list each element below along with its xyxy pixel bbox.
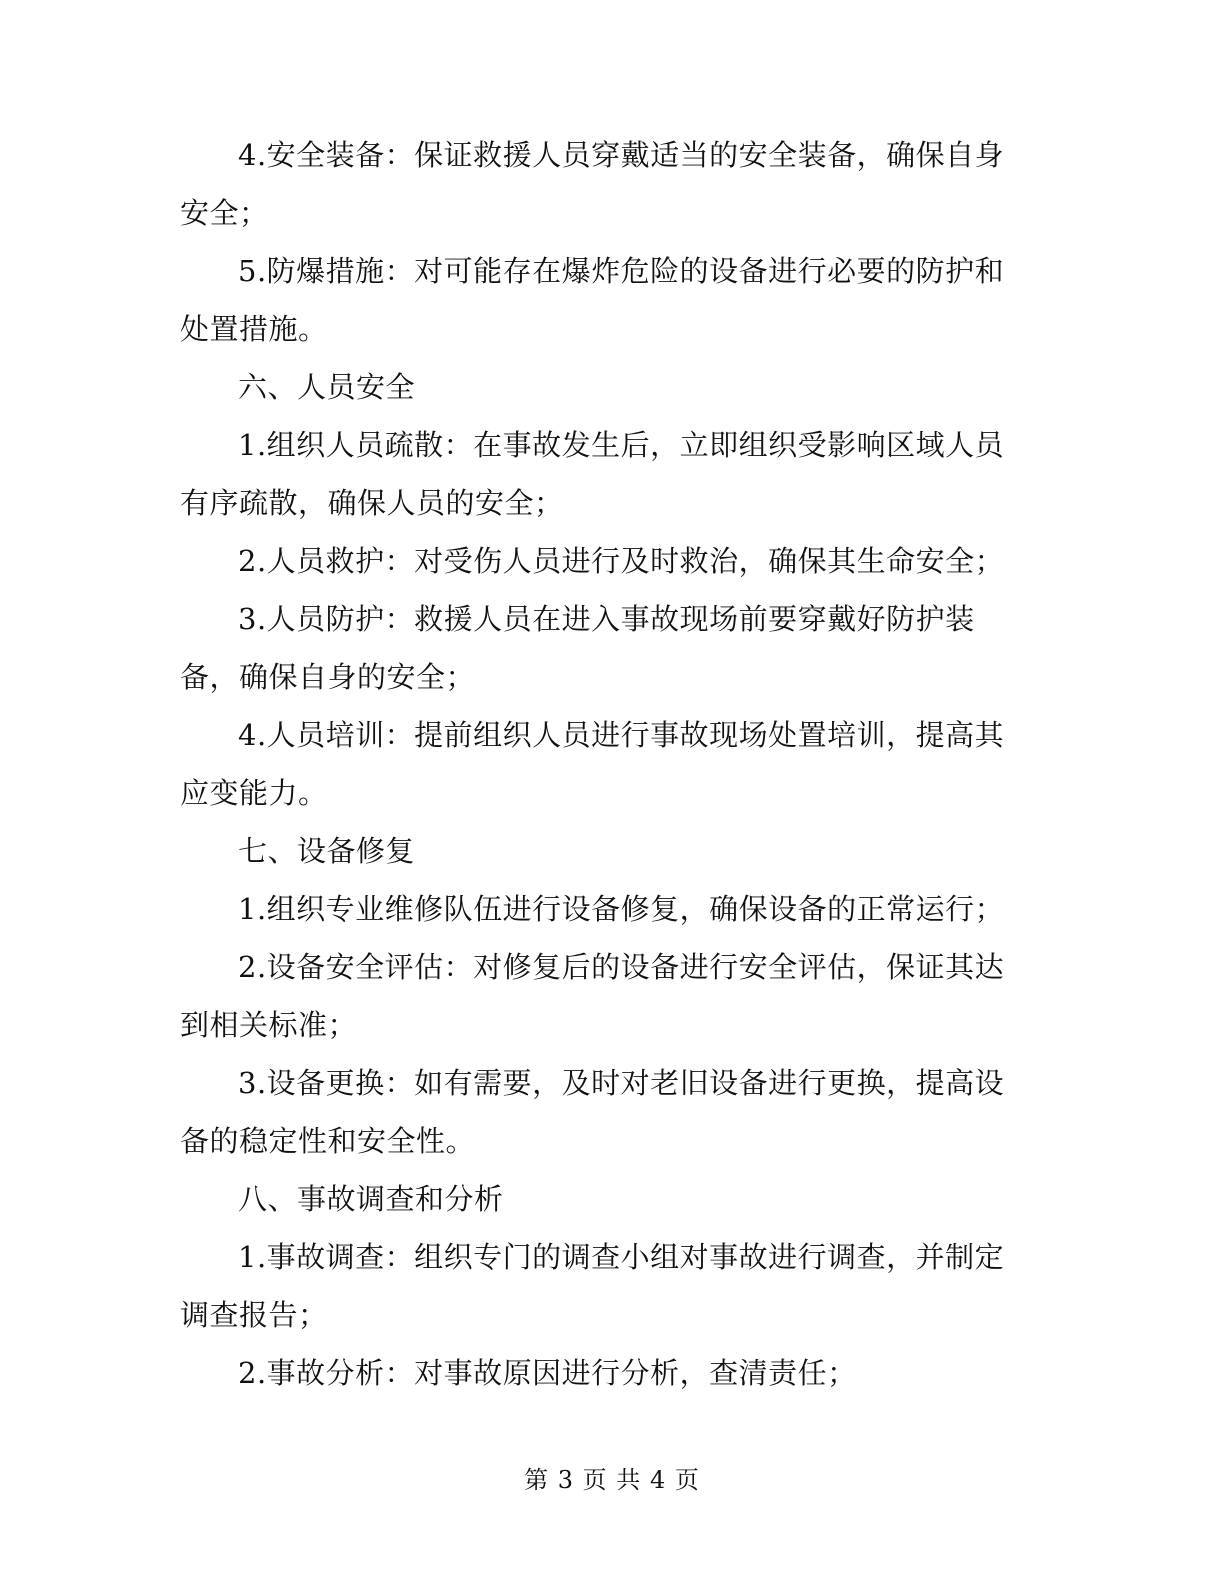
section-heading-personnel-safety: 六、人员安全	[238, 370, 416, 404]
paragraph-safety-assessment: 2.设备安全评估：对修复后的设备进行安全评估，保证其达到相关标准；	[180, 950, 1005, 1042]
section-heading-equipment-repair: 七、设备修复	[238, 834, 416, 868]
paragraph-rescue: 2.人员救护：对受伤人员进行及时救治，确保其生命安全；	[238, 544, 1005, 578]
page-number-footer: 第 3 页 共 4 页	[524, 1466, 700, 1494]
paragraph-equipment-replacement: 3.设备更换：如有需要，及时对老旧设备进行更换，提高设备的稳定性和安全性。	[180, 1066, 1005, 1158]
paragraph-investigation: 1.事故调查：组织专门的调查小组对事故进行调查，并制定调查报告；	[180, 1240, 1005, 1332]
paragraph-repair-team: 1.组织专业维修队伍进行设备修复，确保设备的正常运行；	[238, 892, 1005, 926]
paragraph-training: 4.人员培训：提前组织人员进行事故现场处置培训，提高其应变能力。	[180, 718, 1005, 810]
document-body	[180, 126, 1020, 1402]
paragraph-evacuation: 1.组织人员疏散：在事故发生后，立即组织受影响区域人员有序疏散，确保人员的安全；	[180, 428, 1005, 520]
paragraph-safety-equipment: 4.安全装备：保证救援人员穿戴适当的安全装备，确保自身安全；	[180, 138, 1005, 230]
paragraph-explosion-prevention: 5.防爆措施：对可能存在爆炸危险的设备进行必要的防护和处置措施。	[180, 254, 1005, 346]
paragraph-analysis: 2.事故分析：对事故原因进行分析，查清责任；	[238, 1356, 857, 1390]
section-heading-investigation: 八、事故调查和分析	[238, 1182, 504, 1216]
paragraph-protection: 3.人员防护：救援人员在进入事故现场前要穿戴好防护装备，确保自身的安全；	[180, 602, 975, 694]
